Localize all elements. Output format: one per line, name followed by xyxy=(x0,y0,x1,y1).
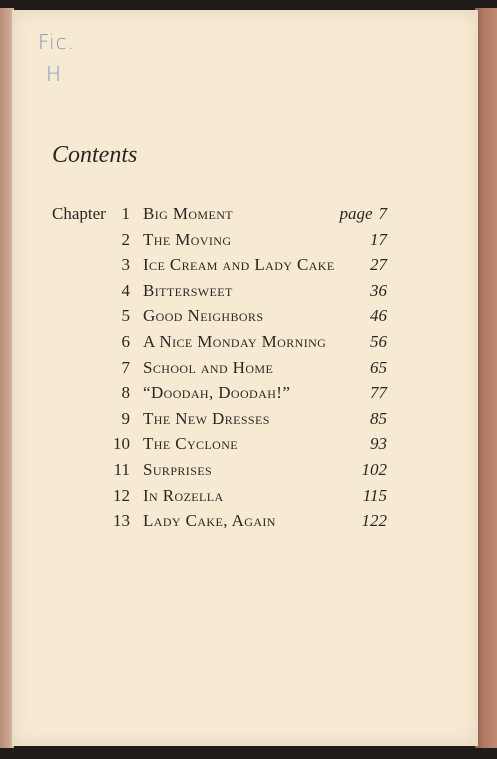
toc-entry xyxy=(0,409,497,435)
page-reference xyxy=(370,434,387,454)
page-number: 85 xyxy=(370,408,387,428)
page-reference xyxy=(370,383,387,403)
toc-entry xyxy=(0,230,497,256)
chapter-title: The Cyclone xyxy=(143,434,239,454)
chapter-title: Ice Cream and Lady Cake xyxy=(143,255,335,275)
page-number: 93 xyxy=(370,434,387,454)
chapter-number: 7 xyxy=(121,357,130,377)
page-number: 122 xyxy=(361,511,387,531)
page-reference xyxy=(370,409,387,429)
chapter-title: Good Neighbors xyxy=(143,306,264,326)
toc-entry xyxy=(0,306,497,332)
chapter-number: 9 xyxy=(121,408,130,428)
chapter-title: “Doodah, Doodah!” xyxy=(143,383,291,403)
chapter-label: Chapter xyxy=(52,204,106,223)
toc-entry xyxy=(0,358,497,384)
chapter-number: 1 xyxy=(121,204,130,223)
toc-entry xyxy=(0,460,497,486)
chapter-title: Bittersweet xyxy=(143,280,233,300)
chapter-number: 5 xyxy=(121,306,130,326)
toc-entry xyxy=(0,281,497,307)
chapter-title: The Moving xyxy=(143,229,232,249)
toc-entry xyxy=(0,204,497,230)
page-number: 102 xyxy=(361,459,387,479)
chapter-title: In Rozella xyxy=(143,485,224,505)
toc-entry xyxy=(0,511,497,537)
chapter-title: School and Home xyxy=(143,357,274,377)
toc-entry xyxy=(0,332,497,358)
page-reference xyxy=(370,255,387,275)
chapter-title: The New Dresses xyxy=(143,408,270,428)
toc-entry xyxy=(0,434,497,460)
page-reference xyxy=(370,281,387,301)
page-number: 36 xyxy=(370,280,387,300)
page-reference xyxy=(339,204,387,224)
page-reference xyxy=(370,332,387,352)
toc-entry xyxy=(0,383,497,409)
chapter-number: 11 xyxy=(113,459,130,479)
chapter-number: 10 xyxy=(113,434,130,454)
page-reference xyxy=(363,486,387,506)
contents-heading: Contents xyxy=(52,142,138,168)
toc-entry xyxy=(0,255,497,281)
page-number: 115 xyxy=(362,485,387,505)
chapter-title: Surprises xyxy=(143,459,213,479)
page-number: 27 xyxy=(370,255,387,275)
page-number: 56 xyxy=(370,331,387,351)
handwritten-call-number-line2: H xyxy=(46,62,63,86)
page-number: 46 xyxy=(370,306,387,326)
chapter-number: 2 xyxy=(121,229,130,249)
page-reference xyxy=(370,230,387,250)
chapter-title: Big Moment xyxy=(143,204,234,223)
page-number: 77 xyxy=(370,383,387,403)
page-reference xyxy=(370,306,387,326)
chapter-number: 8 xyxy=(121,383,130,403)
handwritten-call-number-line1: Fic. xyxy=(38,30,75,54)
chapter-number: 6 xyxy=(121,331,130,351)
chapter-title: Lady Cake, Again xyxy=(143,511,276,531)
page-label: page xyxy=(339,204,373,223)
chapter-number: 12 xyxy=(113,485,130,505)
chapter-number: 4 xyxy=(121,280,130,300)
page-number: 7 xyxy=(378,204,387,223)
page-reference xyxy=(370,358,387,378)
chapter-number: 3 xyxy=(121,255,130,275)
chapter-title: A Nice Monday Morning xyxy=(143,331,327,351)
chapter-number: 13 xyxy=(113,511,130,531)
toc-entry xyxy=(0,486,497,512)
page-reference xyxy=(362,460,388,480)
page-reference xyxy=(362,511,388,531)
page-number: 17 xyxy=(370,229,387,249)
page-number: 65 xyxy=(370,357,387,377)
table-of-contents xyxy=(0,204,497,537)
